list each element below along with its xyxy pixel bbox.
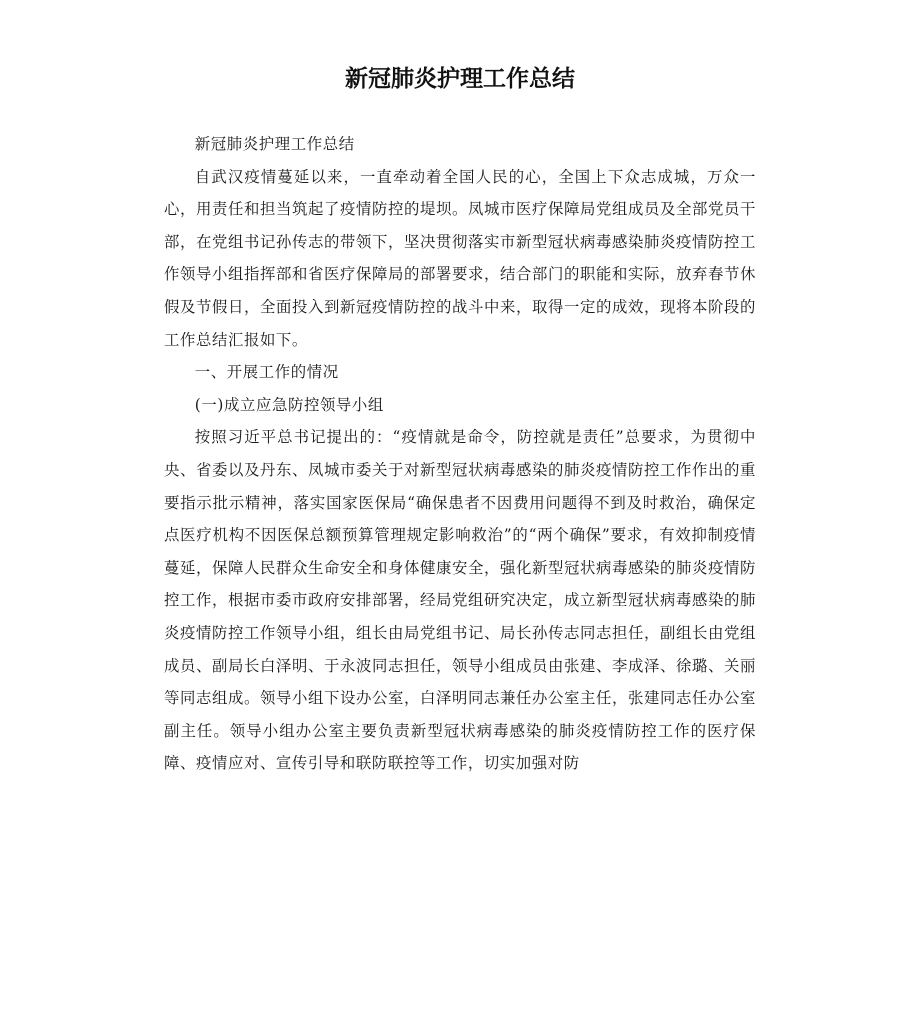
document-body: [164, 128, 756, 780]
paragraph-heading: 新冠肺炎护理工作总结: [194, 135, 355, 153]
document-title: 新冠肺炎护理工作总结: [345, 66, 575, 92]
paragraph-intro: 自武汉疫情蔓延以来，一直牵动着全国人民的心，全国上下众志成城，万众一心，用责任和担当筑起了疫情防控的堤坝。凤城市医疗保障局党组成员及全部党员干部，在党组书记孙传志的带领下，坚决贯彻落实市新型冠状病毒感染肺炎疫情防控工作领导小组指挥部和省医疗保障局的部署要求，结合部门的职能和实际，放弃春节休假及节假日，全面投入到新冠疫情防控的战斗中来，取得一定的成效，现将本阶段的工作总结汇报如下。: [164, 167, 756, 349]
section-heading: 一、开展工作的情况: [194, 363, 339, 382]
paragraph-body: 按照习近平总书记提出的：“疫情就是命令，防控就是责任”总要求，为贯彻中央、省委以及丹东、凤城市委关于对新型冠状病毒感染的肺炎疫情防控工作作出的重要指示批示精神，落实国家医保局“确保患者不因费用问题得不到及时救治，确保定点医疗机构不因医保总额预算管理规定影响救治”的“两个确保”要求，有效抑制疫情蔓延，保障人民群众生命安全和身体健康安全，强化新型冠状病毒感染的肺炎疫情防控工作，根据市委市政府安排部署，经局党组研究决定，成立新型冠状病毒感染的肺炎疫情防控工作领导小组，组长由局党组书记、局长孙传志同志担任，副组长由党组成员、副局长白泽明、于永波同志担任，领导小组成员由张建、李成泽、徐璐、关丽等同志组成。领导小组下设办公室，白泽明同志兼任办公室主任，张建同志任办公室副主任。领导小组办公室主要负责新型冠状病毒感染的肺炎疫情防控工作的医疗保障、疫情应对、宣传引导和联防联控等工作，切实加强对防: [164, 428, 756, 773]
subsection-heading: (一)成立应急防控领导小组: [194, 395, 384, 414]
